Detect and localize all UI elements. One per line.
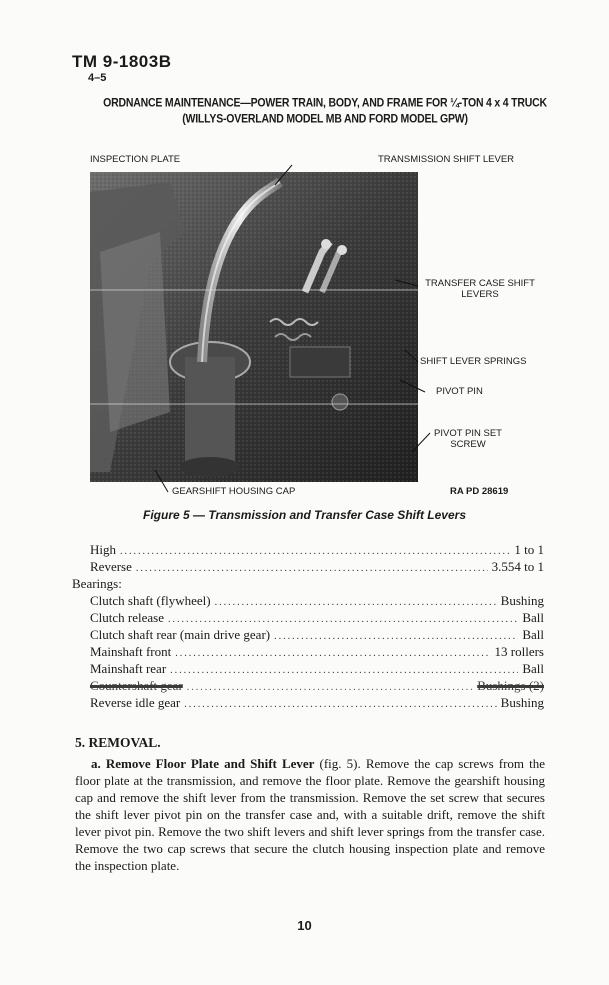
spec-value: Bushing	[500, 695, 544, 710]
spec-value: Ball	[522, 610, 544, 625]
label-transfer-case-shift-levers	[420, 278, 540, 300]
bearings-heading-text: Bearings:	[72, 576, 122, 591]
bearings-heading	[72, 576, 544, 593]
label-transmission-shift-lever: TRANSMISSION SHIFT LEVER	[378, 154, 515, 165]
spec-label: Reverse idle gear	[90, 695, 181, 710]
spec-value: Bushing	[500, 593, 544, 608]
label-shift-lever-springs: SHIFT LEVER SPRINGS	[420, 356, 527, 367]
page-title-line-2: (WILLYS-OVERLAND MODEL MB AND FORD MODEL GPW)	[182, 112, 468, 126]
label-set-screw-line-2: SCREW	[450, 439, 486, 450]
label-transfer-case-line-2: LEVERS	[461, 289, 499, 300]
spec-value: 13 rollers	[494, 644, 544, 659]
label-pivot-pin: PIVOT PIN	[436, 386, 483, 397]
spec-label: Clutch shaft (flywheel)	[90, 593, 211, 608]
section-number: 4–5	[88, 72, 107, 84]
paragraph-body: Remove the cap screws from the floor plate at the transmission, and remove the floor plate. Remove the gearshift housing cap and remove the shift lever from the transmission. Remove the set screw that secures the shift lever pivot pin on the transfer case and, with a suitable drift, remove the shift lever pivot pin. Remove the two shift levers and shift lever springs from the transfer case. Remove the two cap screws that secure the clutch housing inspection plate and remove the inspection plate.	[75, 756, 546, 873]
spec-row-bearing	[72, 695, 544, 712]
spec-list	[72, 542, 544, 712]
figure-ra-pd-number: RA PD 28619	[450, 486, 509, 497]
spec-row-bearing	[72, 610, 544, 627]
spec-row-bearing	[72, 661, 544, 678]
spec-label: Countershaft gear	[90, 678, 183, 693]
spec-value: Ball	[522, 627, 544, 642]
label-gearshift-housing-cap: GEARSHIFT HOUSING CAP	[172, 486, 296, 497]
spec-row-bearing	[72, 593, 544, 610]
spec-row-reverse	[72, 559, 544, 576]
spec-label: Mainshaft front	[90, 644, 172, 659]
label-pivot-pin-set-screw	[428, 428, 508, 450]
spec-label: Clutch release	[90, 610, 164, 625]
spec-label: Clutch shaft rear (main drive gear)	[90, 627, 271, 642]
section-heading-removal: 5. REMOVAL.	[75, 735, 161, 750]
spec-label: Reverse	[90, 559, 132, 574]
spec-row-bearing	[72, 644, 544, 661]
paragraph-figure-ref: (fig. 5).	[314, 756, 361, 771]
tm-number: TM 9-1803B	[72, 52, 172, 71]
paragraph-lead: a. Remove Floor Plate and Shift Lever	[91, 756, 315, 771]
label-set-screw-line-1: PIVOT PIN SET	[434, 428, 502, 439]
spec-value: Bushings (2)	[477, 678, 544, 693]
removal-paragraph	[75, 755, 545, 874]
spec-value: 3.554 to 1	[491, 559, 544, 574]
spec-row-bearing-struck	[72, 678, 544, 695]
label-transfer-case-line-1: TRANSFER CASE SHIFT	[425, 278, 535, 289]
spec-value: 1 to 1	[514, 542, 544, 557]
spec-row-bearing	[72, 627, 544, 644]
page-number: 10	[297, 918, 312, 933]
label-inspection-plate: INSPECTION PLATE	[90, 154, 181, 165]
spec-value: Ball	[522, 661, 544, 676]
spec-label: Mainshaft rear	[90, 661, 167, 676]
page-title-line-1: ORDNANCE MAINTENANCE—POWER TRAIN, BODY, AND FRAME FOR ¼-TON 4 x 4 TRUCK	[103, 96, 547, 110]
spec-label: High	[90, 542, 116, 557]
spec-row-high	[72, 542, 544, 559]
figure-caption: Figure 5 — Transmission and Transfer Case Shift Levers	[143, 508, 466, 522]
